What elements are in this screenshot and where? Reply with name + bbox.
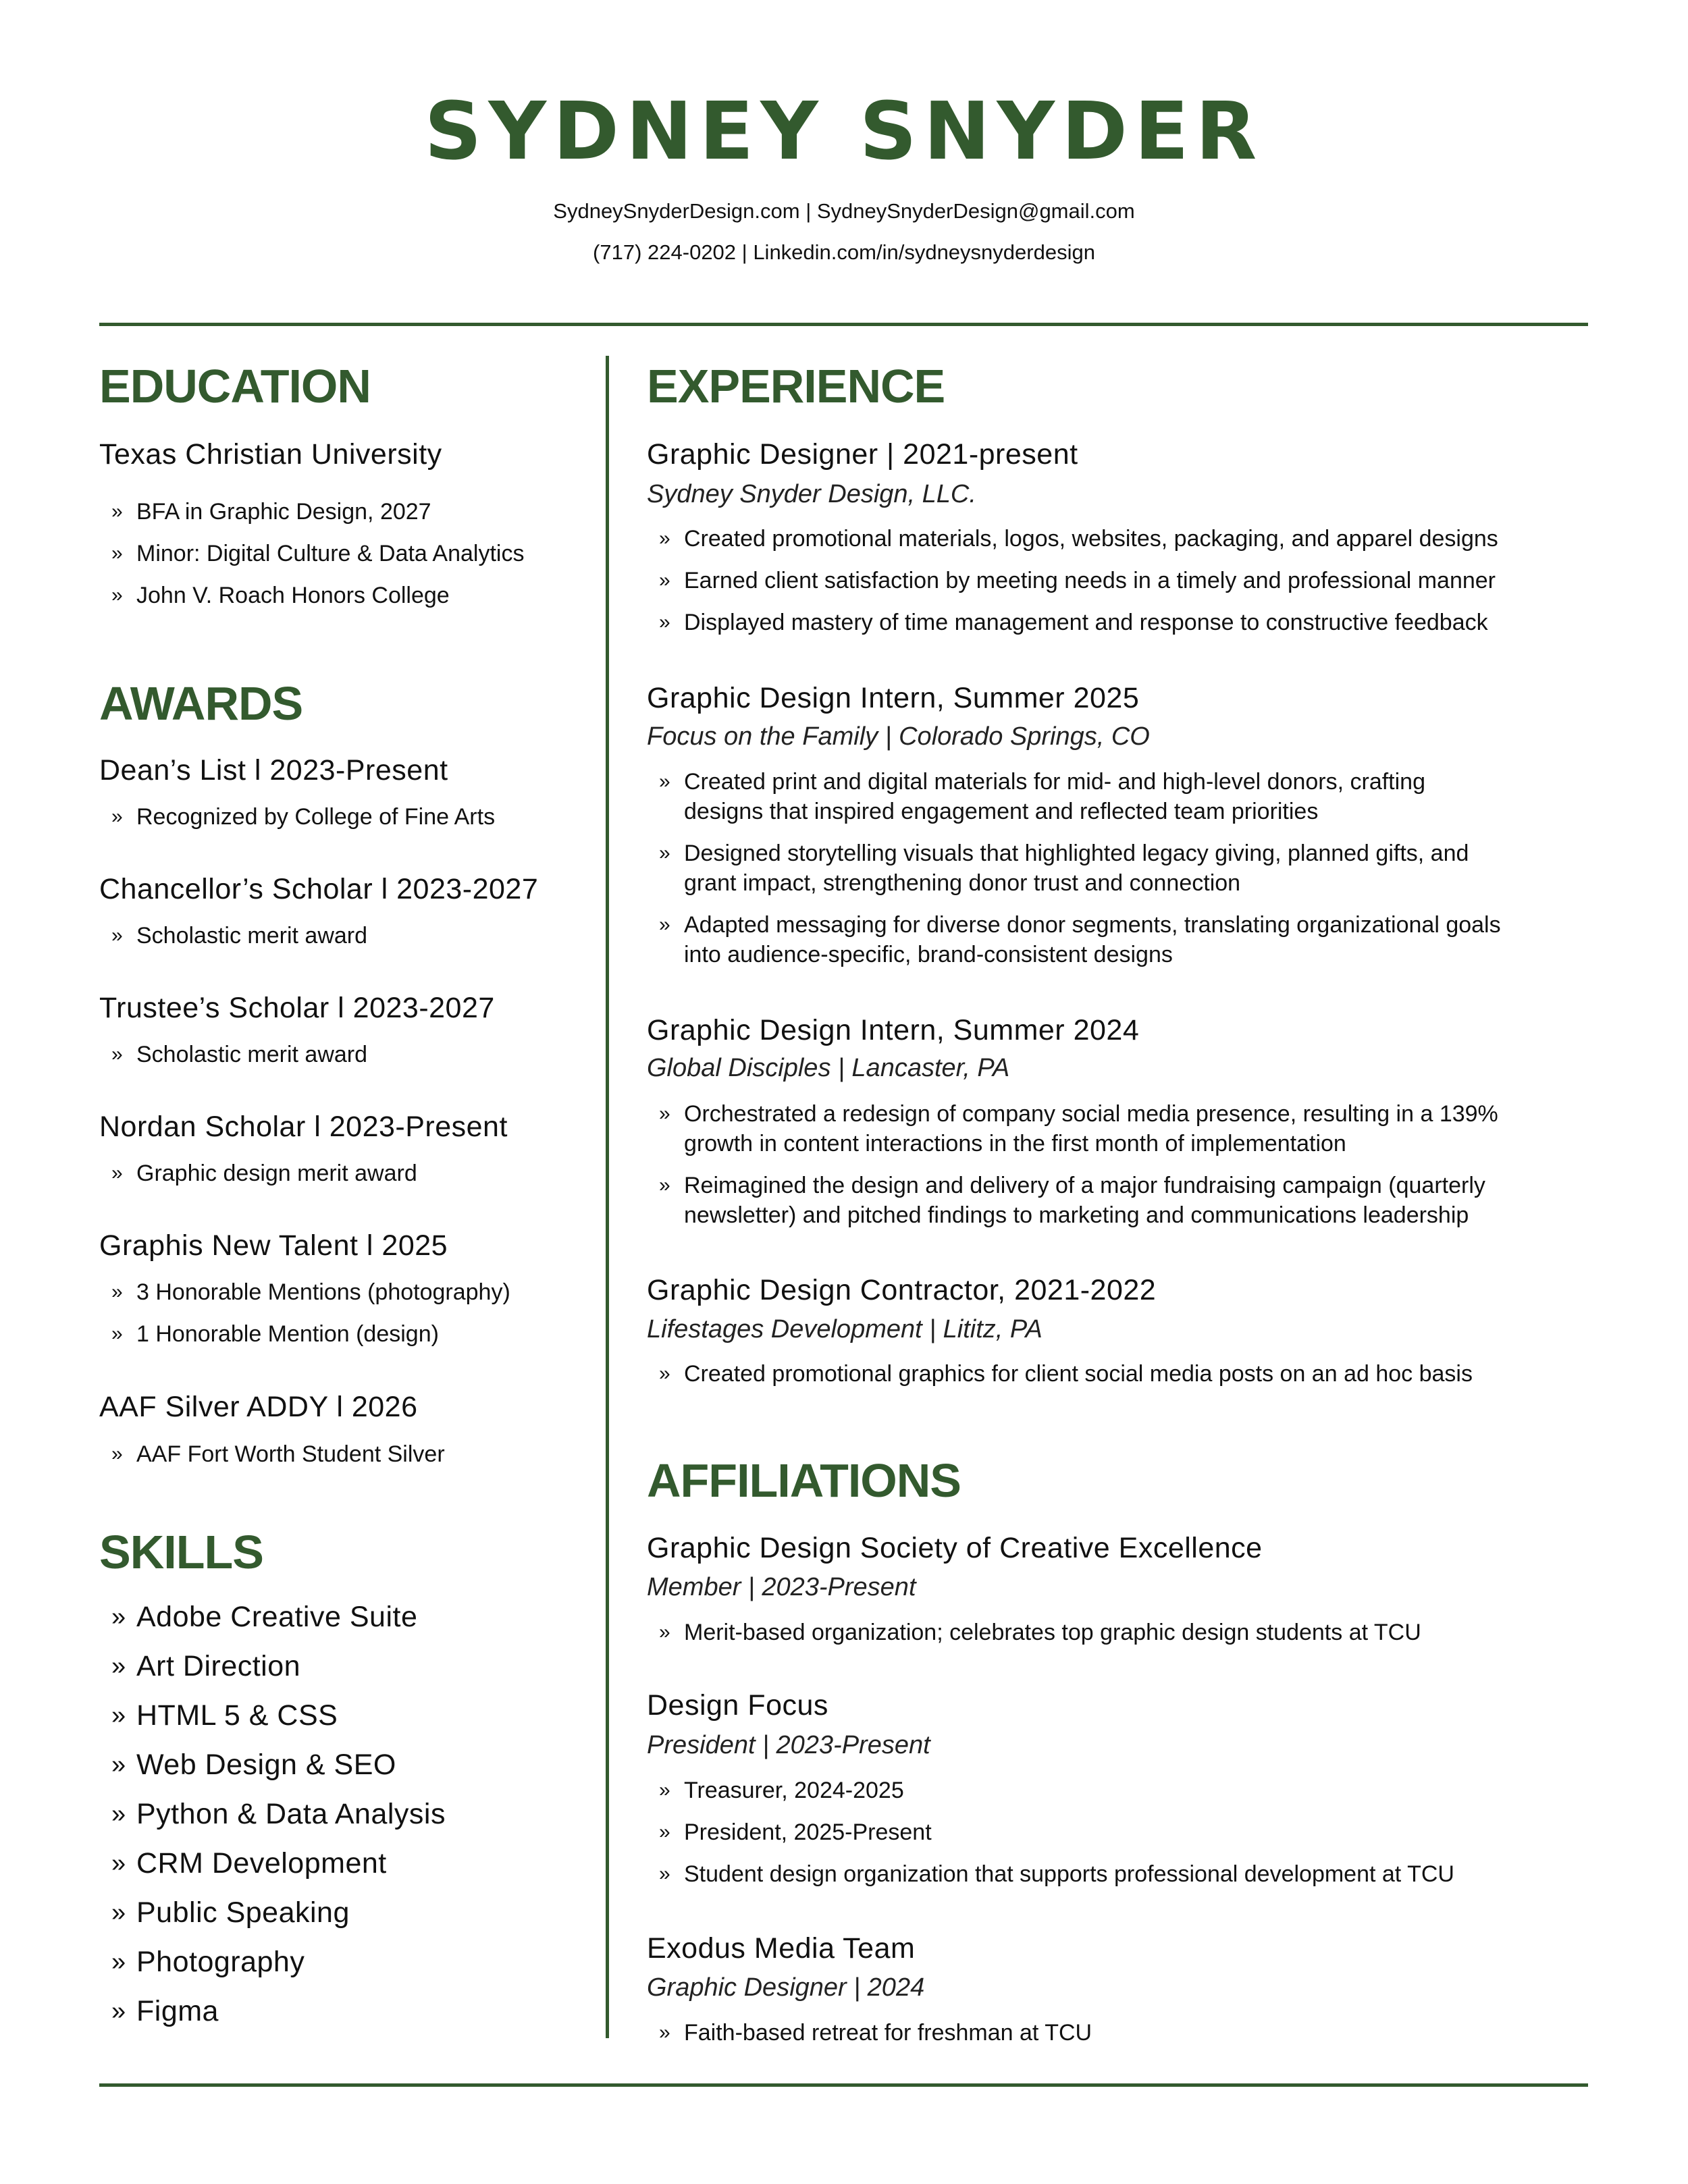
award-title: Graphis New Talent l 2025 <box>99 1229 448 1262</box>
bullet-icon: » <box>659 842 670 864</box>
award-title: Nordan Scholar l 2023-Present <box>99 1111 508 1143</box>
experience-heading: EXPERIENCE <box>647 360 945 412</box>
bullet-icon: » <box>659 1174 670 1196</box>
bullet-icon: » <box>111 1800 126 1828</box>
list-item: » Minor: Digital Culture & Data Analytics <box>99 539 524 568</box>
list-item: » Created print and digital materials for mid- and high-level donors, crafting designs that inspired engagement and reflected team priorities <box>647 767 1425 826</box>
list-item: » Student design organization that supports professional development at TCU <box>647 1859 1454 1889</box>
bullet-icon: » <box>111 1849 126 1877</box>
bullet-icon: » <box>659 913 670 936</box>
bullet-icon: » <box>111 1162 123 1184</box>
award-title: Trustee’s Scholar l 2023-2027 <box>99 992 495 1024</box>
bullet-icon: » <box>111 584 123 606</box>
bullet-icon: » <box>659 611 670 633</box>
affiliation-name: Design Focus <box>647 1689 828 1722</box>
list-item: » 1 Honorable Mention (design) <box>99 1319 439 1349</box>
skill-item: » CRM Development <box>111 1847 387 1880</box>
affiliation-name: Graphic Design Society of Creative Excellence <box>647 1532 1263 1564</box>
contact-web-email: SydneySnyderDesign.com | SydneySnyderDesign@gmail.com <box>553 199 1135 223</box>
list-item: » Merit-based organization; celebrates top graphic design students at TCU <box>647 1618 1421 1647</box>
bullet-icon: » <box>111 542 123 564</box>
bullet-icon: » <box>111 1652 126 1680</box>
list-item: » 3 Honorable Mentions (photography) <box>99 1277 510 1307</box>
affiliation-role: Member | 2023-Present <box>647 1573 916 1601</box>
list-item: » President, 2025-Present <box>647 1817 932 1847</box>
list-item: » Earned client satisfaction by meeting needs in a timely and professional manner <box>647 566 1496 595</box>
list-item: » BFA in Graphic Design, 2027 <box>99 497 431 527</box>
job-organization: Focus on the Family | Colorado Springs, CO <box>647 722 1150 751</box>
bullet-icon: » <box>111 924 123 947</box>
list-item: » Recognized by College of Fine Arts <box>99 802 495 832</box>
list-item: » Created promotional graphics for client social media posts on an ad hoc basis <box>647 1359 1473 1389</box>
bullet-icon: » <box>659 770 670 793</box>
bullet-icon: » <box>659 1863 670 1885</box>
skill-item: » HTML 5 & CSS <box>111 1699 338 1732</box>
list-item: » Scholastic merit award <box>99 921 367 951</box>
list-item: » Adapted messaging for diverse donor segments, translating organizational goals into audience-specific, brand-consistent designs <box>647 910 1501 969</box>
award-title: AAF Silver ADDY l 2026 <box>99 1391 418 1423</box>
footer-divider <box>99 2083 1588 2087</box>
bullet-icon: » <box>111 1751 126 1779</box>
school-name: Texas Christian University <box>99 438 442 471</box>
affiliation-role: Graphic Designer | 2024 <box>647 1973 925 2002</box>
bullet-icon: » <box>111 1997 126 2025</box>
skill-item: » Adobe Creative Suite <box>111 1601 418 1633</box>
bullet-icon: » <box>111 1898 126 1927</box>
affiliations-heading: AFFILIATIONS <box>647 1454 961 1507</box>
education-heading: EDUCATION <box>99 360 371 412</box>
bullet-icon: » <box>111 1443 123 1465</box>
job-organization: Sydney Snyder Design, LLC. <box>647 480 976 508</box>
bullet-icon: » <box>111 1043 123 1065</box>
list-item: » AAF Fort Worth Student Silver <box>99 1439 445 1469</box>
award-title: Chancellor’s Scholar l 2023-2027 <box>99 873 539 905</box>
candidate-name: SYDNEY SNYDER <box>424 84 1264 178</box>
job-organization: Lifestages Development | Lititz, PA <box>647 1315 1043 1343</box>
skill-item: » Photography <box>111 1946 305 1978</box>
affiliation-role: President | 2023-Present <box>647 1731 930 1759</box>
skill-item: » Figma <box>111 1995 219 2027</box>
skill-item: » Python & Data Analysis <box>111 1798 446 1830</box>
list-item: » Orchestrated a redesign of company social media presence, resulting in a 139% growth in content interactions in the first month of implementation <box>647 1099 1498 1158</box>
bullet-icon: » <box>111 1948 126 1976</box>
list-item: » John V. Roach Honors College <box>99 581 450 610</box>
list-item: » Graphic design merit award <box>99 1158 417 1188</box>
list-item: » Displayed mastery of time management and response to constructive feedback <box>647 608 1488 637</box>
list-item: » Treasurer, 2024-2025 <box>647 1776 904 1805</box>
contact-phone-linkedin: (717) 224-0202 | Linkedin.com/in/sydneysnyderdesign <box>593 240 1095 264</box>
list-item: » Reimagined the design and delivery of a major fundraising campaign (quarterly newsletter) and pitched findings to marketing and communications leadership <box>647 1171 1485 1230</box>
header-divider <box>99 323 1588 326</box>
bullet-icon: » <box>659 1102 670 1125</box>
bullet-icon: » <box>111 1281 123 1303</box>
bullet-icon: » <box>111 1603 126 1631</box>
job-organization: Global Disciples | Lancaster, PA <box>647 1054 1010 1082</box>
job-title: Graphic Design Intern, Summer 2024 <box>647 1014 1140 1046</box>
bullet-icon: » <box>659 527 670 550</box>
bullet-icon: » <box>659 569 670 591</box>
job-title: Graphic Design Intern, Summer 2025 <box>647 682 1140 714</box>
list-item: » Created promotional materials, logos, websites, packaging, and apparel designs <box>647 524 1498 554</box>
bullet-icon: » <box>111 1323 123 1345</box>
column-divider <box>606 356 609 2038</box>
job-title: Graphic Designer | 2021-present <box>647 438 1078 471</box>
bullet-icon: » <box>659 2021 670 2044</box>
bullet-icon: » <box>659 1821 670 1843</box>
job-title: Graphic Design Contractor, 2021-2022 <box>647 1274 1157 1306</box>
skill-item: » Art Direction <box>111 1650 301 1682</box>
bullet-icon: » <box>659 1362 670 1385</box>
list-item: » Faith-based retreat for freshman at TCU <box>647 2018 1092 2048</box>
skills-heading: SKILLS <box>99 1526 263 1578</box>
awards-heading: AWARDS <box>99 677 303 730</box>
bullet-icon: » <box>111 805 123 828</box>
award-title: Dean’s List l 2023-Present <box>99 754 448 787</box>
skill-item: » Public Speaking <box>111 1896 350 1929</box>
bullet-icon: » <box>659 1621 670 1643</box>
list-item: » Scholastic merit award <box>99 1040 367 1069</box>
bullet-icon: » <box>659 1779 670 1801</box>
bullet-icon: » <box>111 500 123 523</box>
bullet-icon: » <box>111 1701 126 1730</box>
list-item: » Designed storytelling visuals that highlighted legacy giving, planned gifts, and grant impact, strengthening donor trust and connection <box>647 838 1469 898</box>
affiliation-name: Exodus Media Team <box>647 1932 916 1965</box>
skill-item: » Web Design & SEO <box>111 1749 396 1781</box>
